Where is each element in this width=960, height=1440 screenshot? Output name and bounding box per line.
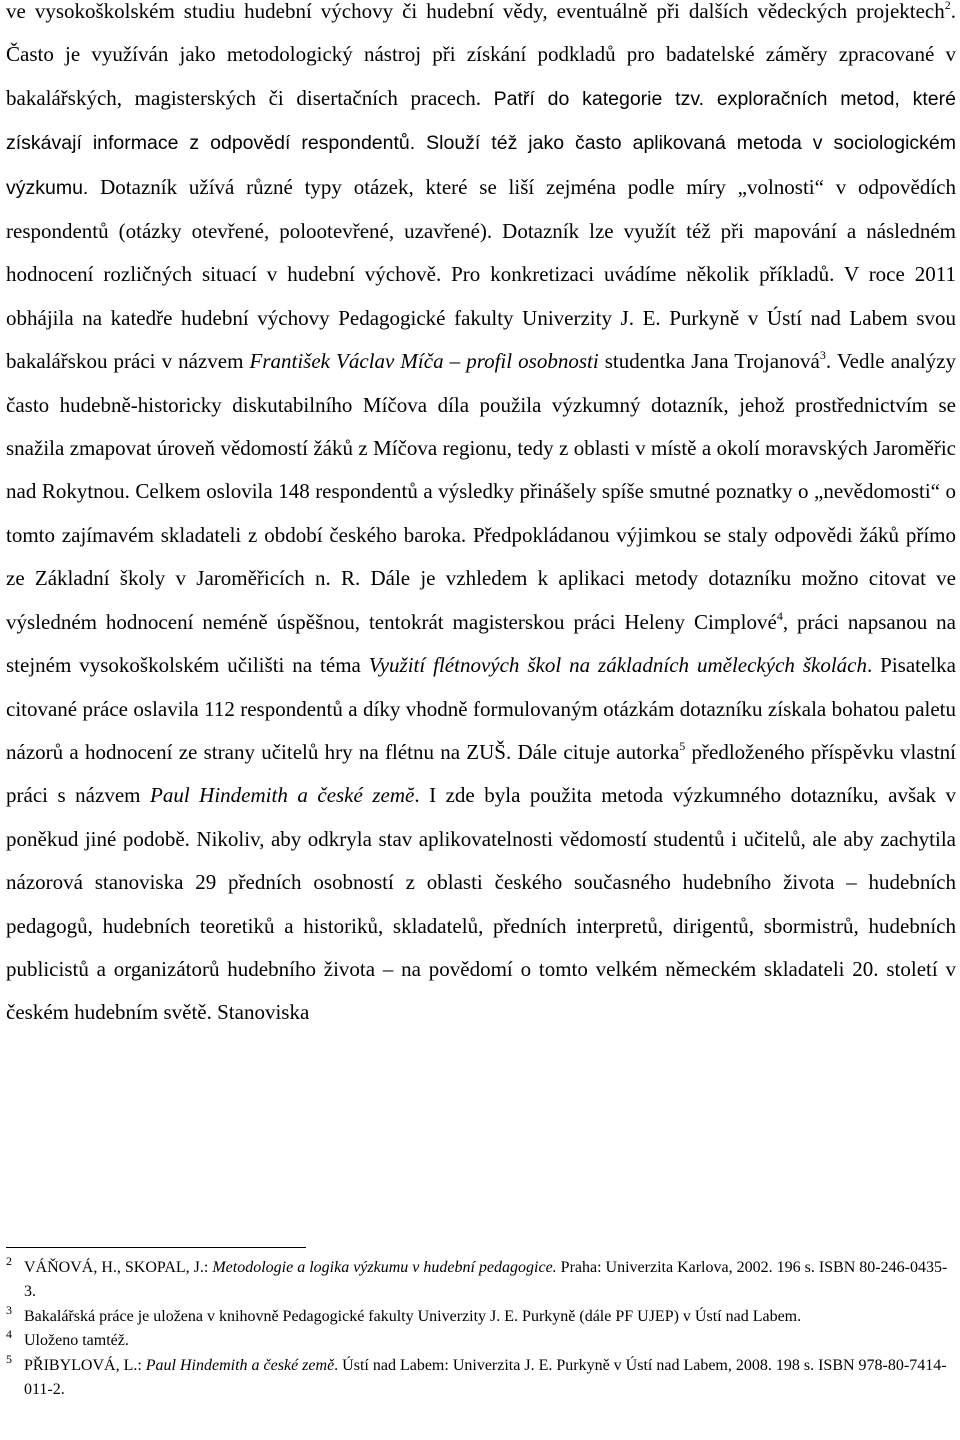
footnote-item — [6, 1329, 956, 1353]
footnote-text: PŘIBYLOVÁ, L.: — [24, 1356, 146, 1374]
footnote-text: Bakalářská práce je uložena v knihovně Pedagogické fakulty Univerzity J. E. Purkyně (dále PF UJEP) v Ústí nad Labem. — [24, 1307, 802, 1325]
footnote-title: Metodologie a logika výzkumu v hudební pedagogice. — [212, 1259, 557, 1276]
footnote-text: VÁŇOVÁ, H., SKOPAL, J.: — [24, 1259, 213, 1276]
footnote-item — [6, 1351, 956, 1402]
body-text-segment: Dotazník užívá různé typy otázek, které se liší zejména podle míry „volnosti“ v odpovědích respondentů (otázky otevřené, polootevřené, uzavřené). Dotazník lze využít též při mapování a následném hodnocení rozličných situací v hudební výchově. Pro konkretizaci uvádíme několik příkladů. V roce 2011 obhájila na katedře hudební výchovy Pedagogické fakulty Univerzity J. E. Purkyně v Ústí nad Labem svou bakalářskou práci v názvem — [6, 174, 956, 374]
footnote-item — [6, 1256, 956, 1304]
body-text-segment: ve vysokoškolském studiu hudební výchovy či hudební vědy, eventuálně při dalších vědeckých projektech — [6, 0, 945, 23]
body-text-segment: . I zde byla použita metoda výzkumného dotazníku, avšak v poněkud jiné podobě. Nikoliv, aby odkryla stav aplikovatelnosti vědomostí studentů i učitelů, ale aby zachytila názorová stanoviska 29 předních osobností z oblasti českého současného hudebního života – hudebních pedagogů, hudebních teoretiků a historiků, skladatelů, předních interpretů, dirigentů, sbormistrů, hudebních publicistů a organizátorů hudebního života – na povědomí o tomto velkém německém skladateli 20. století v českém hudebním světě. Stanoviska — [6, 783, 956, 1025]
body-text-segment: , práci napsanou na stejném vysokoškolském učilišti na téma — [6, 609, 957, 678]
footnote-number: 5 — [6, 1351, 12, 1366]
footnote-number: 2 — [6, 1254, 12, 1268]
footnotes — [6, 1256, 956, 1402]
cited-title-hindemith: Paul Hindemith a české zemĕ — [150, 783, 415, 808]
cited-title-flute-schools: Využití flétnových škol na základních uměleckých školách — [368, 653, 867, 678]
footnote-title: Paul Hindemith a české země — [145, 1356, 335, 1374]
body-paragraph — [6, 0, 956, 1035]
footnote-ref-2: 2 — [944, 0, 951, 12]
body-text-sans-segment: Patří do kategorie tzv. exploračních metod, které získávají informace z odpovědí respondentů. Slouží též jako často aplikovaná metoda v sociologickém výzkumu. — [6, 87, 956, 199]
body-text-segment: . Často je využíván jako metodologický nástroj při získání podkladů pro badatelské záměry zpracované v bakalářských, magisterských či disertačních pracech. — [6, 0, 956, 110]
footnote-ref-5: 5 — [679, 738, 686, 753]
footnote-text: . Ústí nad Labem: Univerzita J. E. Purkyně v Ústí nad Labem, 2008. 198 s. ISBN 978-80-7414-011-2. — [24, 1356, 947, 1398]
footnote-ref-3: 3 — [819, 348, 826, 363]
footnote-separator — [6, 1247, 306, 1248]
footnote-text: Uloženo tamtéž. — [24, 1332, 129, 1349]
footnote-ref-4: 4 — [776, 608, 783, 623]
body-text-segment: . Pisatelka citované práce oslavila 112 respondentů a díky vhodně formulovaným otázkám dotazníku získala bohatou paletu názorů a hodnocení ze strany učitelů hry na flétnu na ZUŠ. Dále cituje autorka — [6, 653, 956, 764]
footnote-number: 3 — [6, 1302, 12, 1317]
body-text-segment: studentka Jana Trojanová — [598, 349, 820, 374]
document-page — [6, 0, 956, 1035]
footnote-number: 4 — [6, 1327, 12, 1341]
body-text-segment: předloženého příspěvku vlastní práci s názvem — [6, 739, 956, 808]
footnote-text: Praha: Univerzita Karlova, 2002. 196 s. ISBN 80-246-0435-3. — [24, 1259, 948, 1300]
body-text-segment: . Vedle analýzy často hudebně-historicky diskutabilního Míčova díla použila výzkumný dotazník, jehož prostřednictvím se snažila zmapovat úroveň vědomostí žáků z Míčova regionu, tedy z oblasti v místě a okolí moravských Jaroměřic nad Rokytnou. Celkem oslovila 148 respondentů a výsledky přinášely spíše smutné poznatky o „nevědomosti“ o tomto zajímavém skladateli z období českého baroka. Předpokládanou výjimkou se staly odpovědi žáků přímo ze Základní školy v Jaroměřicích n. R. Dále je vzhledem k aplikaci metody dotazníku možno citovat ve výsledném hodnocení neméně úspěšnou, tentokrát magisterskou práci Heleny Cimplové — [6, 349, 956, 634]
cited-title-mica: František Václav Míča – profil osobnosti — [249, 349, 599, 374]
footnote-item — [6, 1302, 956, 1329]
